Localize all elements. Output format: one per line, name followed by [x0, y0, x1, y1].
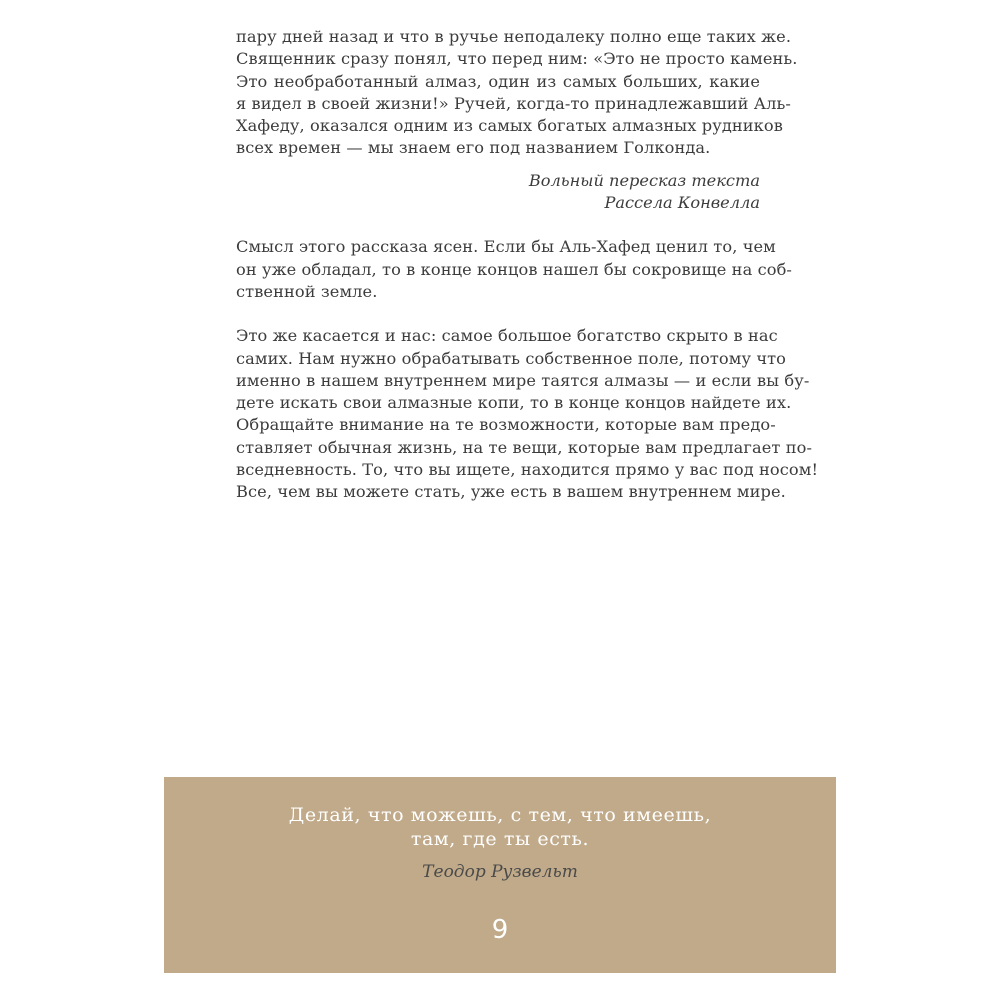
story-attribution: [236, 170, 760, 215]
text-line: Это же касается и нас: самое большое богатство скрыто в нас: [236, 326, 778, 346]
text-line: дете искать свои алмазные копи, то в конце концов найдете их.: [236, 393, 792, 413]
text-line: вседневность. То, что вы ищете, находится прямо у вас под носом!: [236, 460, 819, 480]
page-text: [236, 26, 819, 504]
text-line: самих. Нам нужно обрабатывать собственное поле, потому что: [236, 348, 787, 368]
quote-author: Теодор Рузвельт: [422, 862, 578, 882]
paragraph-2: [236, 236, 792, 303]
text-line: всех времен — мы знаем его под названием Голконда.: [236, 138, 711, 158]
quote-text: [164, 777, 836, 851]
text-line: Обращайте внимание на те возможности, которые вам предо-: [236, 415, 776, 435]
text-line: Хафеду, оказался одним из самых богатых алмазных рудников: [236, 116, 783, 136]
attribution-line: Вольный пересказ текста: [528, 170, 760, 190]
text-line: именно в нашем внутреннем мире таятся алмазы — и если вы бу-: [236, 370, 810, 390]
attribution-line: Рассела Конвелла: [604, 193, 760, 213]
text-line: ственной земле.: [236, 281, 378, 301]
quote-line: там, где ты есть.: [410, 828, 590, 850]
paragraph-1: [236, 26, 798, 160]
quote-box: [164, 777, 836, 973]
text-line: Священник сразу понял, что перед ним: «Это не просто камень.: [236, 49, 798, 69]
quote-line: Делай, что можешь, с тем, что имеешь,: [288, 804, 712, 826]
text-line: пару дней назад и что в ручье неподалеку полно еще таких же.: [236, 27, 792, 46]
text-line: он уже обладал, то в конце концов нашел бы сокровище на соб-: [236, 259, 792, 279]
page-number: 9: [491, 915, 509, 945]
paragraph-3: [236, 325, 819, 503]
text-line: я видел в своей жизни!» Ручей, когда-то принадлежавший Аль-: [236, 93, 791, 113]
text-line: ставляет обычная жизнь, на те вещи, которые вам предлагает по-: [236, 437, 813, 457]
text-line: Все, чем вы можете стать, уже есть в вашем внутреннем мире.: [236, 482, 786, 502]
text-line: Смысл этого рассказа ясен. Если бы Аль-Хафед ценил то, чем: [236, 237, 776, 257]
text-line: Это необработанный алмаз, один из самых больших, какие: [236, 71, 760, 91]
